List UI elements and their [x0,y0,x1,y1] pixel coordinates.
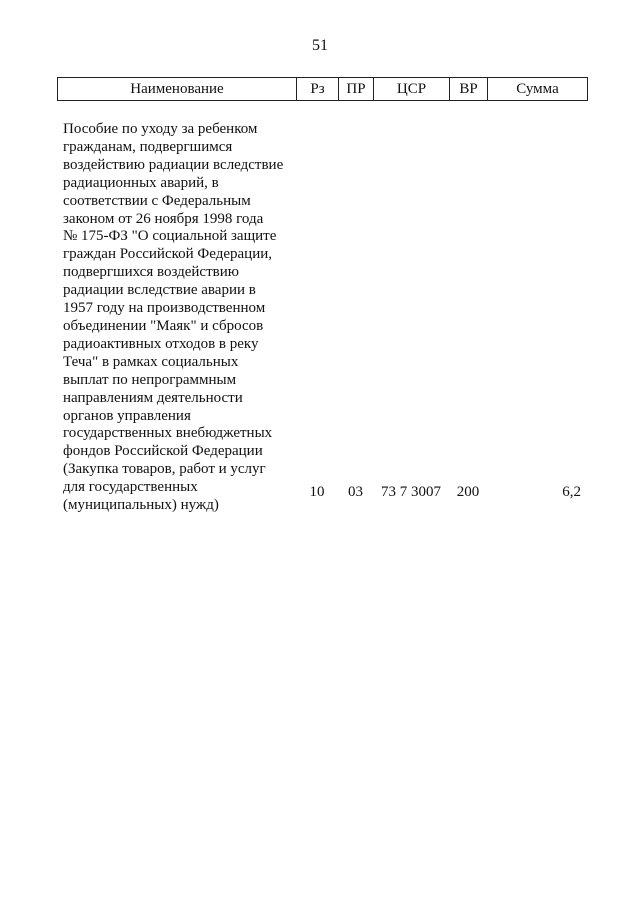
table-header [57,77,588,101]
page-number: 51 [312,37,328,54]
row-name: Пособие по уходу за ребенком гражданам, подвергшимся воздействию радиации вследствие радиационных аварий, в соответствии с Федеральным законом от 26 ноября 1998 года № 175-ФЗ "О социальной защите граждан Российской Федерации, подвергшихся воздействию радиации вследствие аварии в 1957 году на производственном объединении "Маяк" и сбросов радиоактивных отходов в реку Теча" в рамках социальных выплат по непрограммным направлениям деятельности органов управления государственных внебюджетных фондов Российской Федерации (Закупка товаров, работ и услуг для государственных (муниципальных) нужд) [63,121,284,514]
header-name: Наименование [58,78,297,101]
header-csr: ЦСР [374,78,450,101]
row-sum: 6,2 [562,484,581,500]
row-rz: 10 [309,484,325,500]
header-rz: Рз [297,78,339,101]
row-pr: 03 [348,484,363,500]
header-vr: ВР [450,78,488,101]
header-row [58,78,588,101]
row-csr: 73 7 3007 [381,484,441,500]
header-sum: Сумма [488,78,588,101]
row-vr: 200 [456,484,480,500]
header-pr: ПР [339,78,374,101]
